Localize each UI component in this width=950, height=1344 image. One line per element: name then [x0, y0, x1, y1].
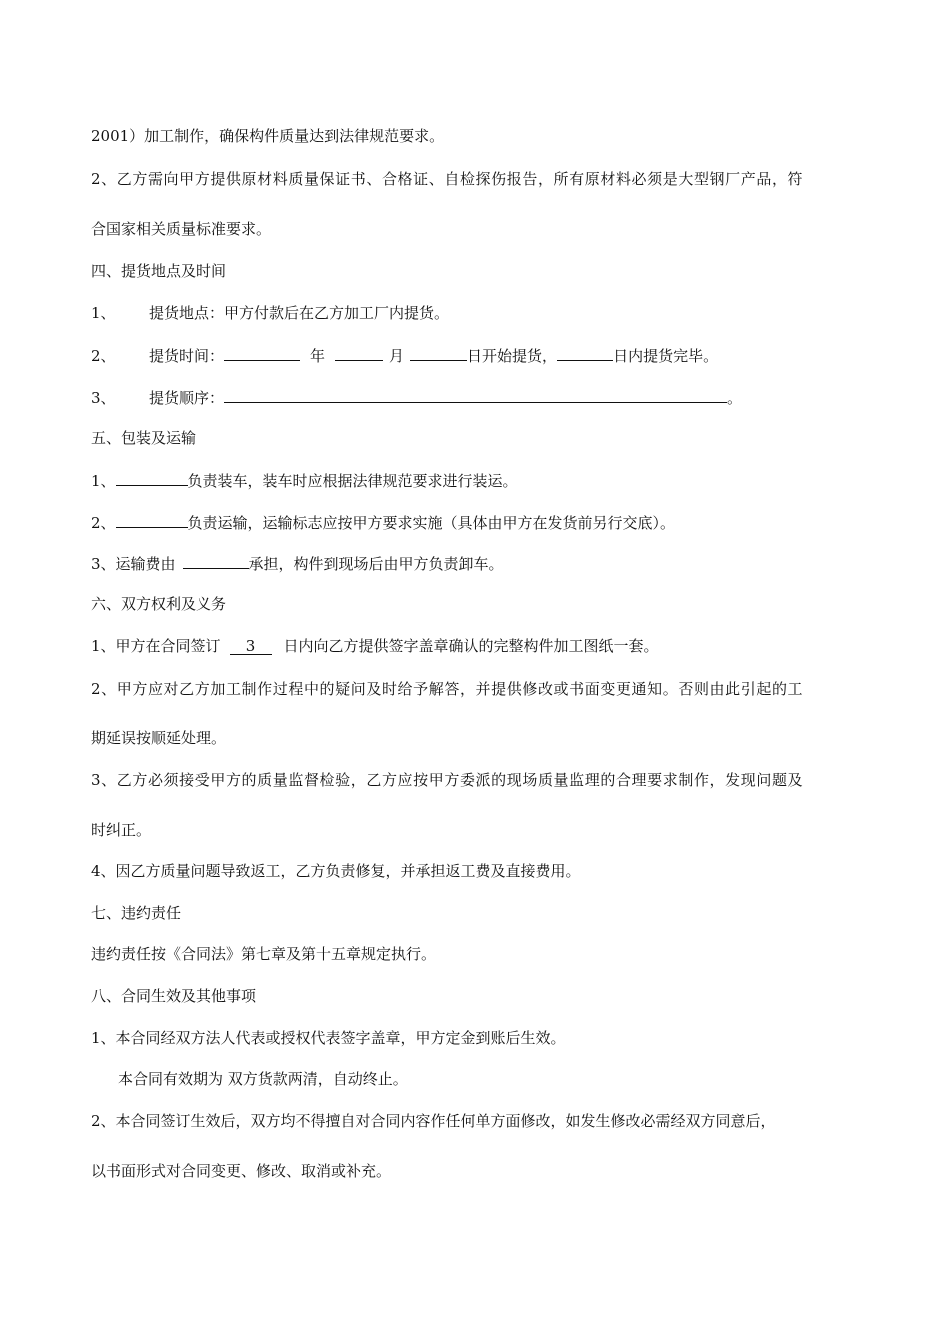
clause-2-line-2	[91, 219, 271, 239]
transport-line	[91, 511, 675, 531]
validity-line	[118, 1069, 408, 1089]
pickup-time-line	[91, 344, 718, 364]
effectiveness-clause-2-line-2	[91, 1161, 391, 1181]
effectiveness-clause-2-line-1	[91, 1111, 776, 1131]
transport-party-blank[interactable]	[116, 511, 188, 528]
heading-text: 四、提货地点及时间	[91, 262, 227, 280]
rights-clause-2-line-1	[91, 679, 803, 699]
text: 日内提货完毕。	[613, 347, 719, 365]
text: 年	[310, 347, 326, 365]
loading-line	[91, 469, 518, 489]
text: 以书面形式对合同变更、修改、取消或补充。	[91, 1162, 392, 1180]
text: 2、本合同签订生效后，双方均不得擅自对合同内容作任何单方面修改，如发生修改必需经双方同意后，	[91, 1112, 776, 1130]
pickup-order-blank[interactable]	[224, 386, 727, 403]
text: 月	[389, 347, 405, 365]
loading-party-blank[interactable]	[116, 469, 188, 486]
heading-text: 七、违约责任	[91, 904, 182, 922]
text: 提货时间：	[149, 347, 225, 365]
text: 时纠正。	[91, 821, 152, 839]
heading-text: 八、合同生效及其他事项	[91, 987, 257, 1005]
text: 2、甲方应对乙方加工制作过程中的疑问及时给予解答，并提供修改或书面变更通知。否则由此引起的工	[91, 680, 804, 698]
rights-clause-2-line-2	[91, 728, 226, 748]
text: 4、因乙方质量问题导致返工，乙方负责修复，并承担返工费及直接费用。	[91, 862, 581, 880]
effectiveness-clause-1	[91, 1028, 566, 1048]
text: 2、	[91, 514, 116, 532]
section-heading-rights	[91, 594, 226, 614]
text: 2、乙方需向甲方提供原材料质量保证书、合格证、自检探伤报告，所有原材料必须是大型钢厂产品，符	[91, 170, 804, 188]
item-number: 1、	[91, 304, 116, 322]
month-start-blank[interactable]	[335, 344, 383, 361]
text: 负责装车，装车时应根据法律规范要求进行装运。	[187, 472, 518, 490]
section-heading-packaging	[91, 428, 196, 448]
rights-clause-3-line-1	[91, 770, 803, 790]
text: 2001）加工制作，确保构件质量达到法律规范要求。	[91, 127, 445, 145]
pickup-location-line	[91, 303, 449, 323]
text: 1、甲方在合同签订	[91, 637, 221, 655]
rights-clause-1	[91, 636, 659, 656]
liability-text	[91, 944, 436, 964]
text: 3、运输费由	[91, 555, 176, 573]
year-blank[interactable]	[224, 344, 300, 361]
text: 。	[727, 389, 743, 407]
rights-clause-4	[91, 861, 581, 881]
text: 合国家相关质量标准要求。	[91, 220, 272, 238]
section-heading-effectiveness	[91, 986, 256, 1006]
paragraph-line	[91, 126, 444, 146]
cost-party-blank[interactable]	[183, 552, 249, 569]
text: 本合同有效期为 双方货款两清，自动终止。	[118, 1070, 408, 1088]
section-heading-liability	[91, 903, 181, 923]
text: 日内向乙方提供签字盖章确认的完整构件加工图纸一套。	[283, 637, 659, 655]
pickup-order-line	[91, 386, 742, 406]
transport-cost-line	[91, 552, 504, 572]
heading-text: 五、包装及运输	[91, 429, 197, 447]
text: 日开始提货，	[467, 347, 558, 365]
rights-clause-3-line-2	[91, 820, 151, 840]
days-complete-blank[interactable]	[557, 344, 613, 361]
text: 提货地点：甲方付款后在乙方加工厂内提货。	[149, 304, 450, 322]
text: 提货顺序：	[149, 389, 225, 407]
clause-2-line-1	[91, 169, 803, 189]
text: 期延误按顺延处理。	[91, 729, 227, 747]
item-number: 2、	[91, 347, 116, 365]
text: 1、本合同经双方法人代表或授权代表签字盖章，甲方定金到账后生效。	[91, 1029, 566, 1047]
text: 3、乙方必须接受甲方的质量监督检验，乙方应按甲方委派的现场质量监理的合理要求制作，发现问题及	[91, 771, 804, 789]
text: 承担，构件到现场后由甲方负责卸车。	[248, 555, 504, 573]
section-heading-pickup	[91, 261, 226, 281]
text: 1、	[91, 472, 116, 490]
item-number: 3、	[91, 389, 116, 407]
day-start-blank[interactable]	[410, 344, 467, 361]
text: 违约责任按《合同法》第七章及第十五章规定执行。	[91, 945, 437, 963]
days-value: 3	[230, 638, 272, 655]
heading-text: 六、双方权利及义务	[91, 595, 227, 613]
text: 负责运输，运输标志应按甲方要求实施（具体由甲方在发货前另行交底）。	[187, 514, 676, 532]
